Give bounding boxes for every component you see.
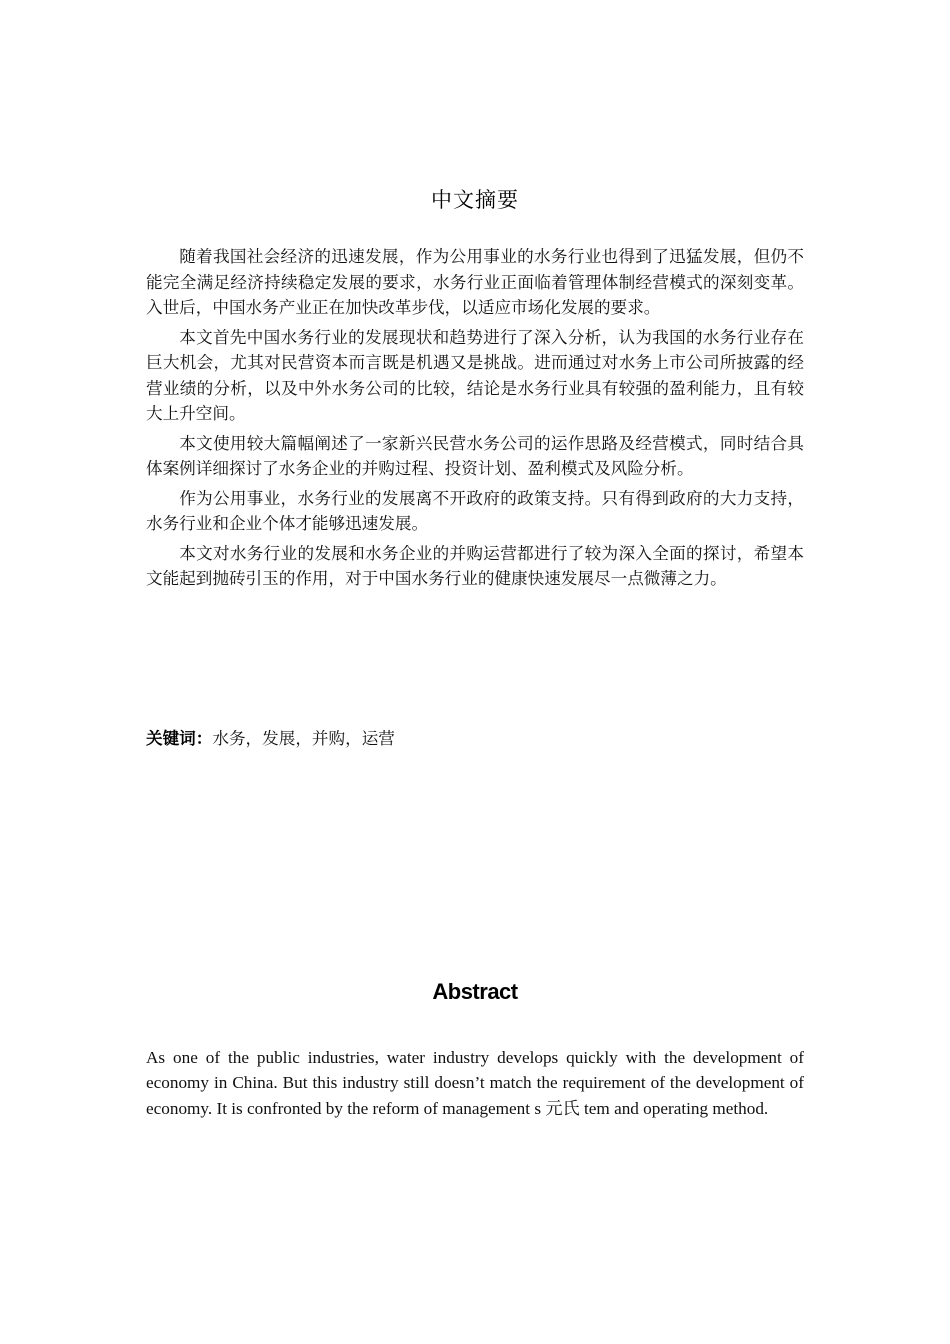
chinese-abstract-body: [146, 244, 804, 596]
chinese-abstract-paragraph: 随着我国社会经济的迅速发展，作为公用事业的水务行业也得到了迅猛发展，但仍不能完全满足经济持续稳定发展的要求，水务行业正面临着管理体制经营模式的深刻变革。入世后，中国水务产业正在加快改革步伐，以适应市场化发展的要求。: [146, 247, 804, 317]
keywords-line: [146, 726, 804, 752]
chinese-abstract-paragraph: 本文使用较大篇幅阐述了一家新兴民营水务公司的运作思路及经营模式，同时结合具体案例详细探讨了水务企业的并购过程、投资计划、盈利模式及风险分析。: [146, 433, 804, 478]
chinese-abstract-paragraph: 本文首先中国水务行业的发展现状和趋势进行了深入分析，认为我国的水务行业存在巨大机会，尤其对民营资本而言既是机遇又是挑战。进而通过对水务上市公司所披露的经营业绩的分析，以及中外水务公司的比较，结论是水务行业具有较强的盈利能力，且有较大上升空间。: [146, 327, 804, 423]
chinese-abstract-paragraph: 作为公用事业，水务行业的发展离不开政府的政策支持。只有得到政府的大力支持，水务行业和企业个体才能够迅速发展。: [146, 488, 804, 533]
chinese-abstract-title: 中文摘要: [431, 188, 519, 212]
keywords-value: 水务，发展，并购，运营: [212, 729, 395, 748]
english-abstract-title: Abstract: [432, 979, 518, 1004]
english-abstract-paragraph: As one of the public industries, water industry develops quickly with the development of economy in China. But this industry still doesn’t match the requirement of the development of economy. It is confronted by the reform of management s 元氏 tem and operating method.: [146, 1048, 804, 1118]
chinese-abstract-paragraph: 本文对水务行业的发展和水务企业的并购运营都进行了较为深入全面的探讨，希望本文能起到抛砖引玉的作用，对于中国水务行业的健康快速发展尽一点微薄之力。: [146, 543, 804, 588]
keywords-label: 关键词：: [146, 729, 213, 748]
